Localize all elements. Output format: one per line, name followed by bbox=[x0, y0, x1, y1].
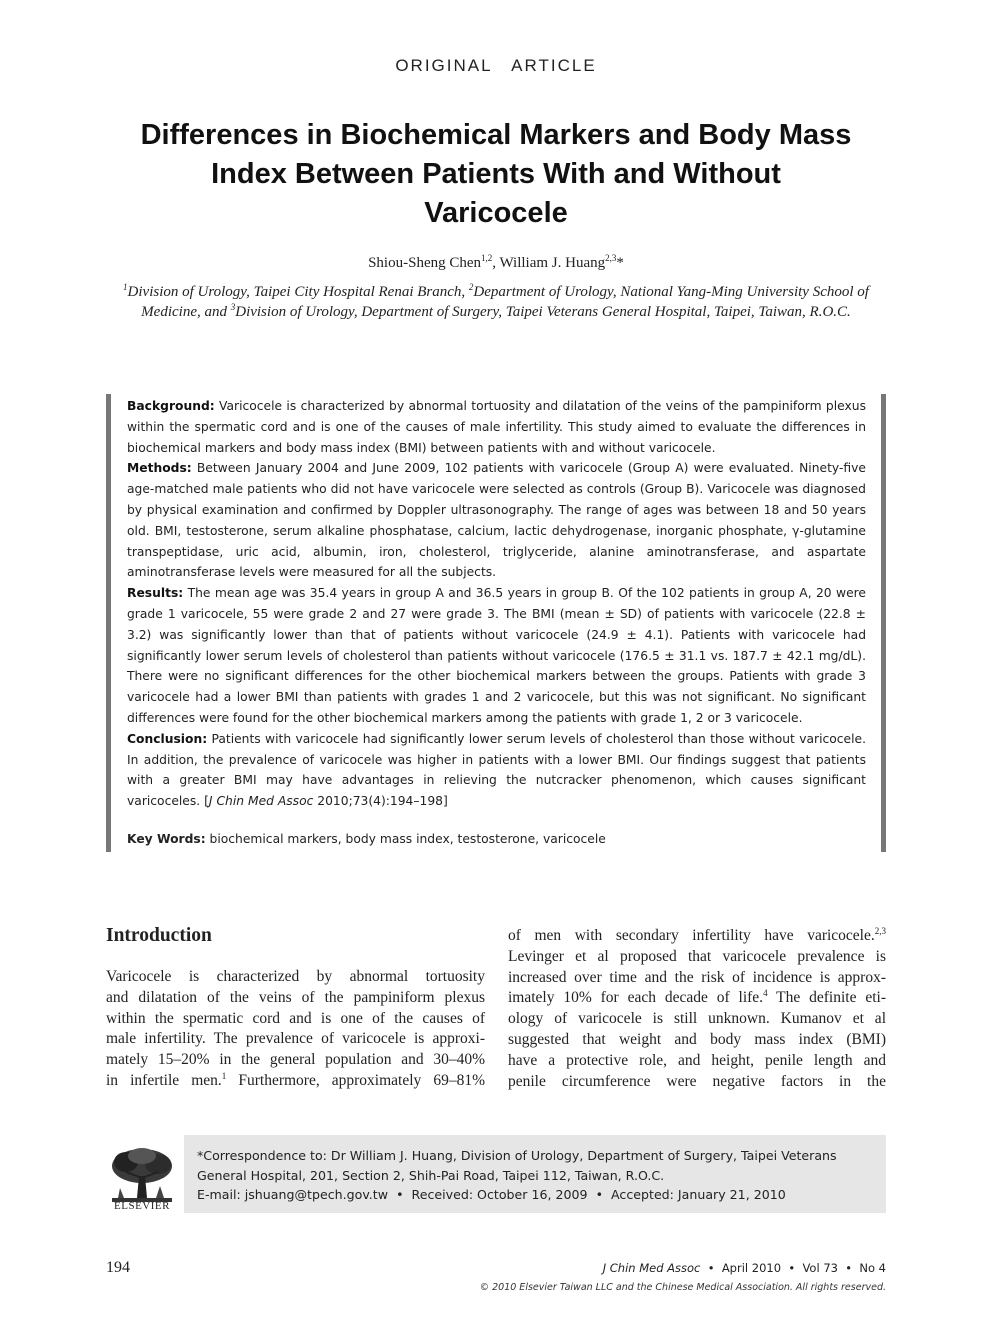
abstract-methods-text: Between January 2004 and June 2009, 102 patients with varicocele (Group A) were evaluated. Ninety-five age-matched male patients who did not have varicocele were selected as controls (Group B). Varicocele was diagnosed by physical examination and confirmed by Doppler ultrasonography. The range of ages was between 18 and 50 years old. BMI, testosterone, serum alkaline phosphatase, calcium, lactic dehydrogenase, inorganic phosphate, γ-glutamine transpeptidase, uric acid, albumin, iron, cholesterol, triglyceride, alanine aminotransferase, and aspartate aminotransferase levels were measured for all the subjects. bbox=[127, 461, 866, 580]
affiliations bbox=[120, 282, 872, 322]
citation-journal: J Chin Med Assoc bbox=[208, 794, 314, 809]
text-line: penile circumference were negative factors in the bbox=[508, 1072, 886, 1090]
bullet-separator: • bbox=[396, 1187, 404, 1202]
introduction-right-column bbox=[508, 926, 886, 1092]
reference-marker: 2,3 bbox=[874, 925, 886, 936]
section-label: ORIGINAL ARTICLE bbox=[395, 56, 597, 75]
keywords-label: Key Words: bbox=[127, 832, 206, 846]
abstract bbox=[127, 396, 866, 812]
text-line: Levinger et al proposed that varicocele prevalence is bbox=[508, 947, 886, 965]
footer-issue: No 4 bbox=[859, 1261, 886, 1275]
bullet-separator: • bbox=[707, 1261, 715, 1275]
affiliation-text: Department of Urology, National Yang-Ming University School of Medicine, and bbox=[141, 284, 869, 320]
keywords bbox=[127, 832, 866, 846]
abstract-methods-label: Methods: bbox=[127, 461, 192, 476]
abstract-results-text: The mean age was 35.4 years in group A and 36.5 years in group B. Of the 102 patients in group A, 20 were grade 1 varicocele, 55 were grade 2 and 27 were grade 3. The BMI (mean ± SD) of patients with varicocele (22.8 ± 3.2) was significantly lower than that of patients without varicocele (24.9 ± 4.1). Patients with varicocele had significantly lower serum levels of cholesterol than patients without varicocele (176.5 ± 31.1 vs. 187.7 ± 42.1 mg/dL). There were no significant differences for the other biochemical markers between the groups. Patients with grade 3 varicocele had a lower BMI than patients with grades 1 and 2 varicocele, but this was not significant. No significant differences were found for the other biochemical markers among the patients with grade 1, 2 or 3 varicocele. bbox=[127, 586, 866, 725]
introduction-heading: Introduction bbox=[106, 925, 212, 946]
bullet-separator: • bbox=[845, 1261, 853, 1275]
correspondence-dates bbox=[197, 1185, 877, 1205]
copyright-notice: © 2010 Elsevier Taiwan LLC and the Chinese Medical Association. All rights reserved. bbox=[479, 1282, 886, 1293]
correspondence-line: General Hospital, 201, Section 2, Shih-Pai Road, Taipei 112, Taiwan, R.O.C. bbox=[197, 1167, 665, 1183]
text-line: ology of varicocele is still unknown. Kumanov et al bbox=[508, 1010, 886, 1028]
footer-journal: J Chin Med Assoc bbox=[602, 1261, 701, 1275]
text-line: and dilatation of the veins of the pampiniform plexus bbox=[106, 988, 485, 1006]
affiliation-number: 3 bbox=[230, 302, 236, 312]
accepted-date: Accepted: January 21, 2010 bbox=[611, 1187, 786, 1202]
bullet-separator: • bbox=[788, 1261, 796, 1275]
text-fragment: in infertile men. bbox=[106, 1071, 222, 1089]
corresponding-marker: * bbox=[616, 255, 624, 271]
publisher-name: ELSEVIER bbox=[114, 1200, 170, 1212]
author-separator: , bbox=[492, 255, 500, 271]
author-list bbox=[0, 255, 992, 272]
text-line bbox=[508, 926, 886, 947]
bullet-separator: • bbox=[595, 1187, 603, 1202]
affiliation-number: 1 bbox=[123, 282, 128, 292]
text-line: increased over time and the risk of incidence is approx- bbox=[508, 968, 886, 986]
correspondence-line: *Correspondence to: Dr William J. Huang, Division of Urology, Department of Surgery, Taipei Veterans bbox=[197, 1148, 837, 1163]
abstract-background-label: Background: bbox=[127, 399, 215, 413]
abstract-background bbox=[127, 396, 866, 458]
text-line: Varicocele is characterized by abnormal tortuosity bbox=[106, 968, 485, 985]
citation-open: [ bbox=[200, 794, 209, 809]
text-line: within the spermatic cord and is one of the causes of bbox=[106, 1009, 485, 1027]
reference-marker: 1 bbox=[221, 1070, 227, 1081]
affiliation-number: 2 bbox=[468, 282, 474, 292]
text-line bbox=[106, 1071, 485, 1092]
text-line: male infertility. The prevalence of varicocele is approxi- bbox=[106, 1030, 485, 1048]
abstract-background-text: Varicocele is characterized by abnormal tortuosity and dilatation of the veins of the pampiniform plexus within the spermatic cord and is one of the causes of male infertility. This study aimed to evaluate the differences in biochemical markers and body mass index (BMI) between patients with and without varicocele. bbox=[127, 399, 866, 455]
citation-rest: 2010;73(4):194–198] bbox=[313, 794, 448, 809]
abstract-conclusion bbox=[127, 729, 866, 812]
text-line: have a protective role, and height, penile length and bbox=[508, 1051, 886, 1069]
author-affiliation-ref: 2,3 bbox=[605, 253, 617, 263]
text-line bbox=[508, 988, 886, 1009]
affiliation-text: Division of Urology, Taipei City Hospital Renai Branch, bbox=[127, 284, 469, 300]
author-affiliation-ref: 1,2 bbox=[481, 253, 493, 263]
footer-date: April 2010 bbox=[721, 1261, 782, 1275]
abstract-results-label: Results: bbox=[127, 586, 184, 601]
reference-marker: 4 bbox=[763, 988, 768, 999]
abstract-results bbox=[127, 583, 866, 729]
journal-footer bbox=[603, 1261, 886, 1275]
correspondence-email: E-mail: jshuang@tpech.gov.tw bbox=[197, 1187, 389, 1202]
abstract-conclusion-text: Patients with varicocele had significantly lower serum levels of cholesterol than those without varicocele. In addition, the prevalence of varicocele was higher in patients with a lower BMI. Our findings suggest that patients with a greater BMI may have advantages in relieving the nutcracker phenomenon, which causes significant varicoceles. bbox=[127, 731, 866, 809]
keywords-text: biochemical markers, body mass index, testosterone, varicocele bbox=[205, 832, 606, 846]
received-date: Received: October 16, 2009 bbox=[411, 1187, 588, 1202]
author-name: Shiou-Sheng Chen bbox=[368, 255, 482, 271]
introduction-left-column bbox=[106, 967, 485, 1092]
affiliation-text: Division of Urology, Department of Surgery, Taipei Veterans General Hospital, Taipei, Taiwan, R.O.C. bbox=[235, 304, 851, 320]
author-name: William J. Huang bbox=[499, 255, 606, 271]
text-fragment: imately 10% for each decade of life. bbox=[508, 989, 764, 1007]
text-fragment: of men with secondary infertility have varicocele. bbox=[508, 927, 875, 944]
text-fragment: Furthermore, approximately 69–81% bbox=[238, 1071, 486, 1089]
text-line: suggested that weight and body mass index (BMI) bbox=[508, 1030, 886, 1048]
footer-volume: Vol 73 bbox=[802, 1261, 838, 1275]
text-fragment: The definite eti- bbox=[767, 989, 886, 1007]
abstract-methods bbox=[127, 458, 866, 583]
correspondence bbox=[197, 1146, 877, 1205]
text-line: mately 15–20% in the general population and 30–40% bbox=[106, 1051, 485, 1069]
page-number: 194 bbox=[106, 1259, 130, 1276]
abstract-conclusion-label: Conclusion: bbox=[127, 731, 208, 746]
article-title: Differences in Biochemical Markers and Body Mass Index Between Patients With and Without Varicocele bbox=[140, 119, 852, 229]
